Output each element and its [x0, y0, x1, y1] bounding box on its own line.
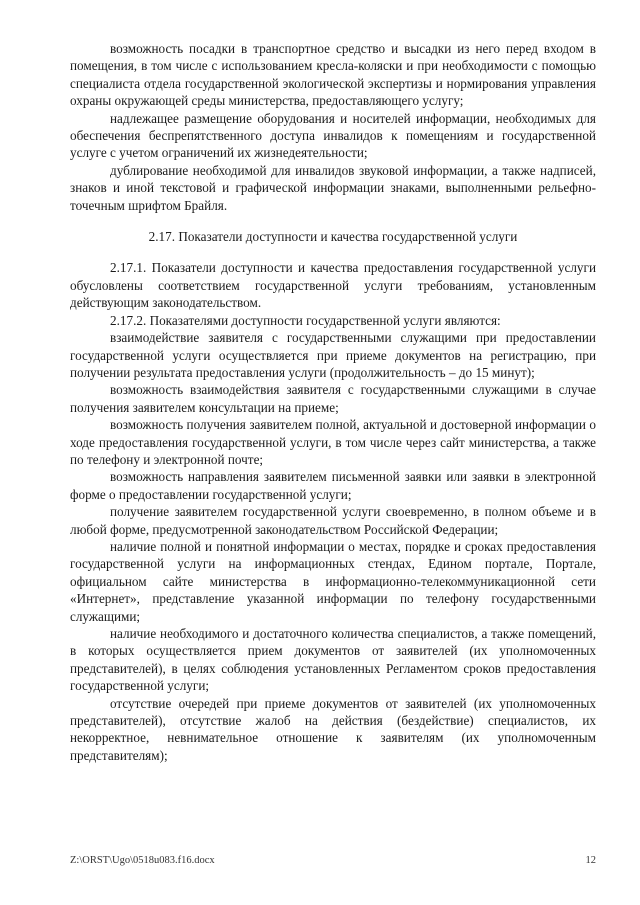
page-number: 12	[585, 855, 596, 866]
paragraph-information: возможность получения заявителем полной, актуальной и достоверной информации о ходе предоставления государственной услуги, в том числе через сайт министерства, а также по телефону и электронной почте;	[70, 417, 596, 467]
paragraph-consultation: возможность взаимодействия заявителя с государственными служащими в случае получения заявителем консультации на приеме;	[70, 382, 596, 415]
paragraph-braille: дублирование необходимой для инвалидов звуковой информации, а также надписей, знаков и иной текстовой и графической информации знаками, выполненными рельефно-точечным шрифтом Брайля.	[70, 162, 596, 213]
paragraph-2-17-1: 2.17.1. Показатели доступности и качества предоставления государственной услуги обусловлены соответствием государственной услуги требованиям, установленным действующим законодательством.	[70, 260, 596, 311]
footer-file-path: Z:\ORST\Ugo\0518u083.f16.docx	[70, 855, 215, 866]
paragraph-info-stands: наличие полной и понятной информации о местах, порядке и сроках предоставления государственной услуги на информационных стендах, Едином портале, Портале, официальном сайте министерства в информационно-телекоммуникационной сети «Интернет», представление указанной информации по телефону государственными служащими;	[70, 538, 596, 624]
paragraph-equipment-placement: надлежащее размещение оборудования и носителей информации, необходимых для обеспечения беспрепятственного доступа инвалидов к помещениям и государственной услуге с учетом ограничений их жизнедеятельности;	[70, 110, 596, 161]
paragraph-boarding: возможность посадки в транспортное средство и высадки из него перед входом в помещения, в том числе с использованием кресла-коляски и при необходимости с помощью специалиста отдела государственной экологической экспертизы и нормирования управления охраны окружающей среды министерства, предоставляющего услугу;	[70, 41, 596, 109]
section-heading: 2.17. Показатели доступности и качества государственной услуги	[148, 229, 518, 245]
page-footer	[70, 855, 596, 866]
paragraph-no-queues: отсутствие очередей при приеме документов от заявителей (их уполномоченных представителей), отсутствие жалоб на действия (бездействие) специалистов, их некорректное, невнимательное отношение к заявителям (их уполномоченным представителям);	[70, 695, 596, 763]
paragraph-written-request: возможность направления заявителем письменной заявки или заявки в электронной форме о предоставлении государственной услуги;	[70, 469, 596, 502]
paragraph-timely-service: получение заявителем государственной услуги своевременно, в полном объеме и в любой форме, предусмотренной законодательством Российской Федерации;	[70, 504, 596, 537]
paragraph-interaction: взаимодействие заявителя с государственными служащими при предоставлении государственной услуги осуществляется при приеме документов на регистрацию, при получении результата предоставления услуги (продолжительность – до 15 минут);	[70, 330, 596, 380]
paragraph-2-17-2: 2.17.2. Показателями доступности государственной услуги являются:	[110, 312, 501, 328]
paragraph-staff-premises: наличие необходимого и достаточного количества специалистов, а также помещений, в которых осуществляется прием документов от заявителей (их уполномоченных представителей), в целях соблюдения установленных Регламентом сроков предоставления государственной услуги;	[70, 626, 596, 694]
body-text	[70, 40, 596, 764]
